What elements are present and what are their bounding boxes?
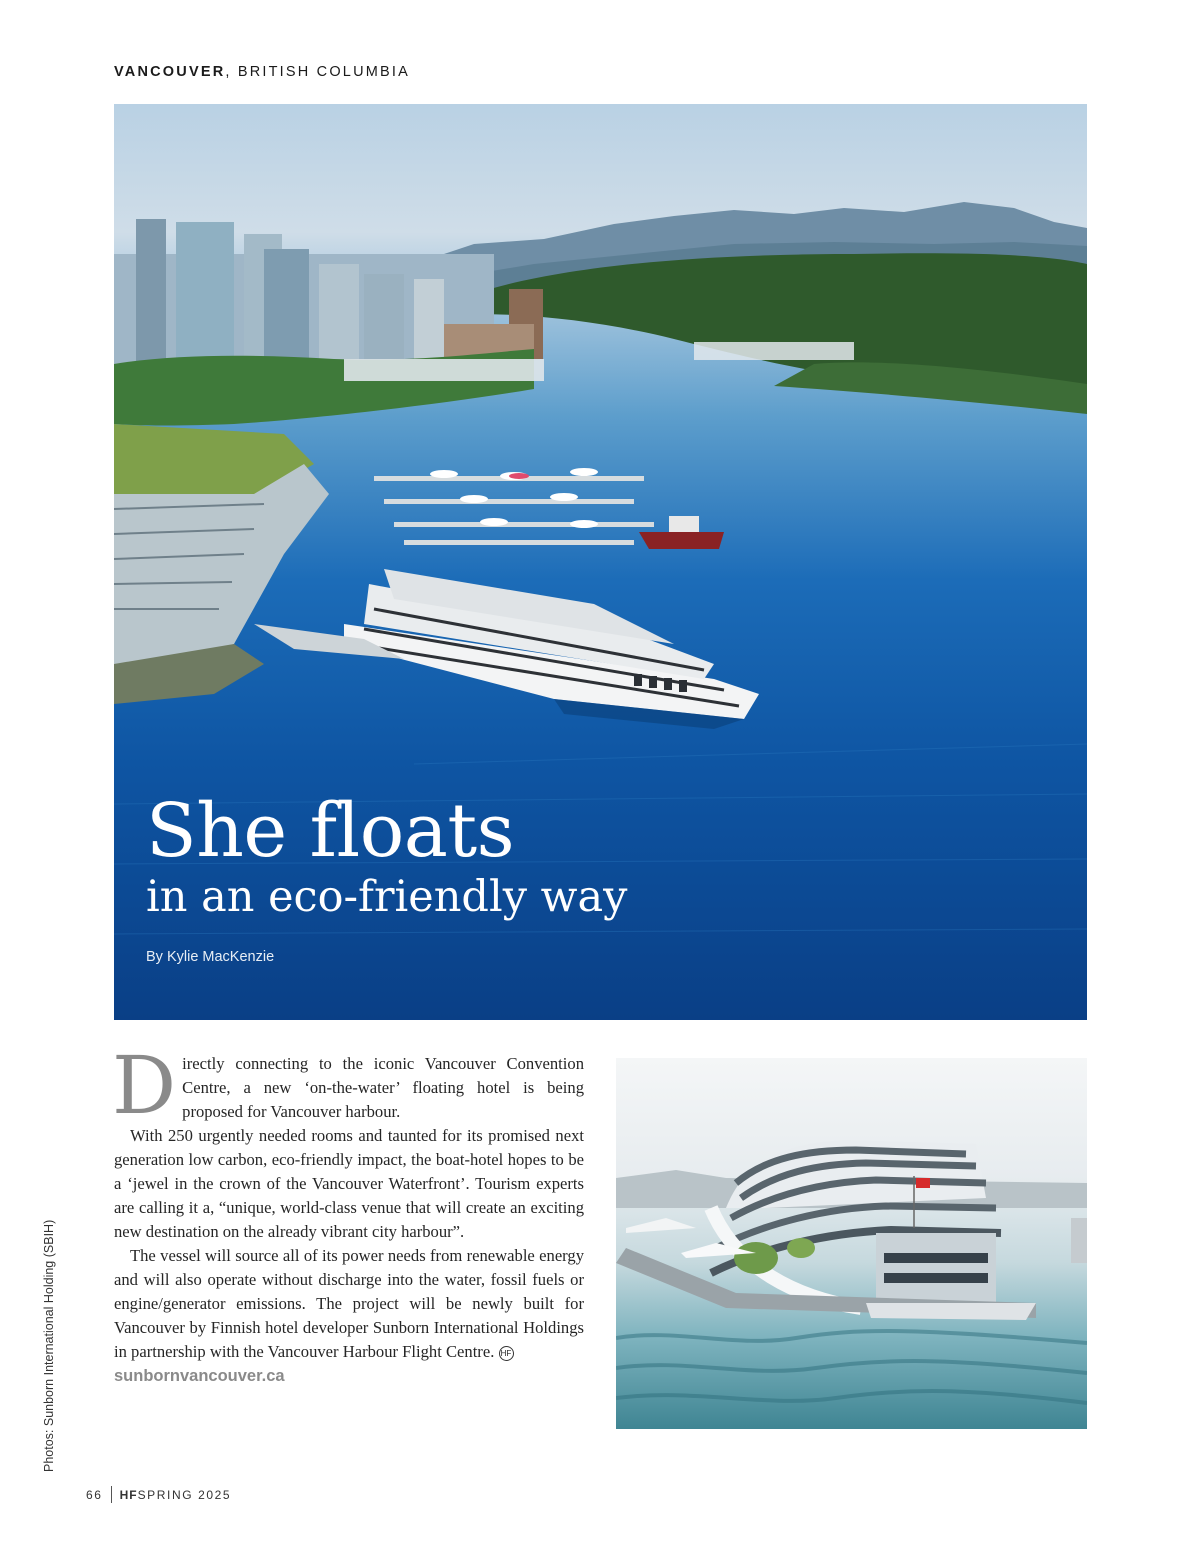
- article-paragraph-1: [112, 1039, 584, 1132]
- article-subtitle: in an eco-friendly way: [146, 872, 628, 922]
- article-paragraph-3: [114, 1244, 584, 1364]
- website-link[interactable]: sunbornvancouver.ca: [114, 1367, 285, 1385]
- end-mark-icon: HF: [499, 1346, 514, 1361]
- article-byline: By Kylie MacKenzie: [146, 949, 275, 965]
- footer-brand: HF: [119, 1488, 138, 1502]
- drop-cap: D: [112, 1039, 177, 1132]
- footer-divider: [111, 1486, 112, 1503]
- page-number: 66: [86, 1488, 103, 1502]
- article-body: [112, 1039, 584, 1388]
- header-city: VANCOUVER: [114, 64, 226, 80]
- article-paragraph-2: With 250 urgently needed rooms and taunted for its promised next generation low carbon, eco-friendly impact, the boat-hotel hopes to be a ‘jewel in the crown of the Vancouver Waterfront’. Tourism experts are calling it a, “unique, world-class venue that will create an exciting new destination on the already vibrant city harbour”.: [114, 1126, 584, 1241]
- hotel-rendering-illustration: [616, 1058, 1087, 1429]
- paragraph-3-text: The vessel will source all of its power needs from renewable energy and will also operate without discharge into the water, fossil fuels or engine/generator emissions. The project will be newly built for Vancouver by Finnish hotel developer Sunborn International Holdings in partnership with the Vancouver Harbour Flight Centre.: [114, 1246, 584, 1361]
- photo-credit: Photos: Sunborn International Holding (SBIH): [42, 1219, 56, 1472]
- section-header: [114, 64, 410, 80]
- hotel-rendering-photo: [616, 1058, 1087, 1429]
- footer-issue: SPRING 2025: [137, 1488, 232, 1502]
- header-region: , BRITISH COLUMBIA: [225, 64, 410, 80]
- hero-photo: [114, 104, 1087, 1020]
- page-footer: [86, 1486, 231, 1503]
- paragraph-1-text: irectly connecting to the iconic Vancouver Convention Centre, a new ‘on-the-water’ floating hotel is being proposed for Vancouver harbour.: [182, 1054, 584, 1121]
- article-title: She floats: [146, 788, 515, 874]
